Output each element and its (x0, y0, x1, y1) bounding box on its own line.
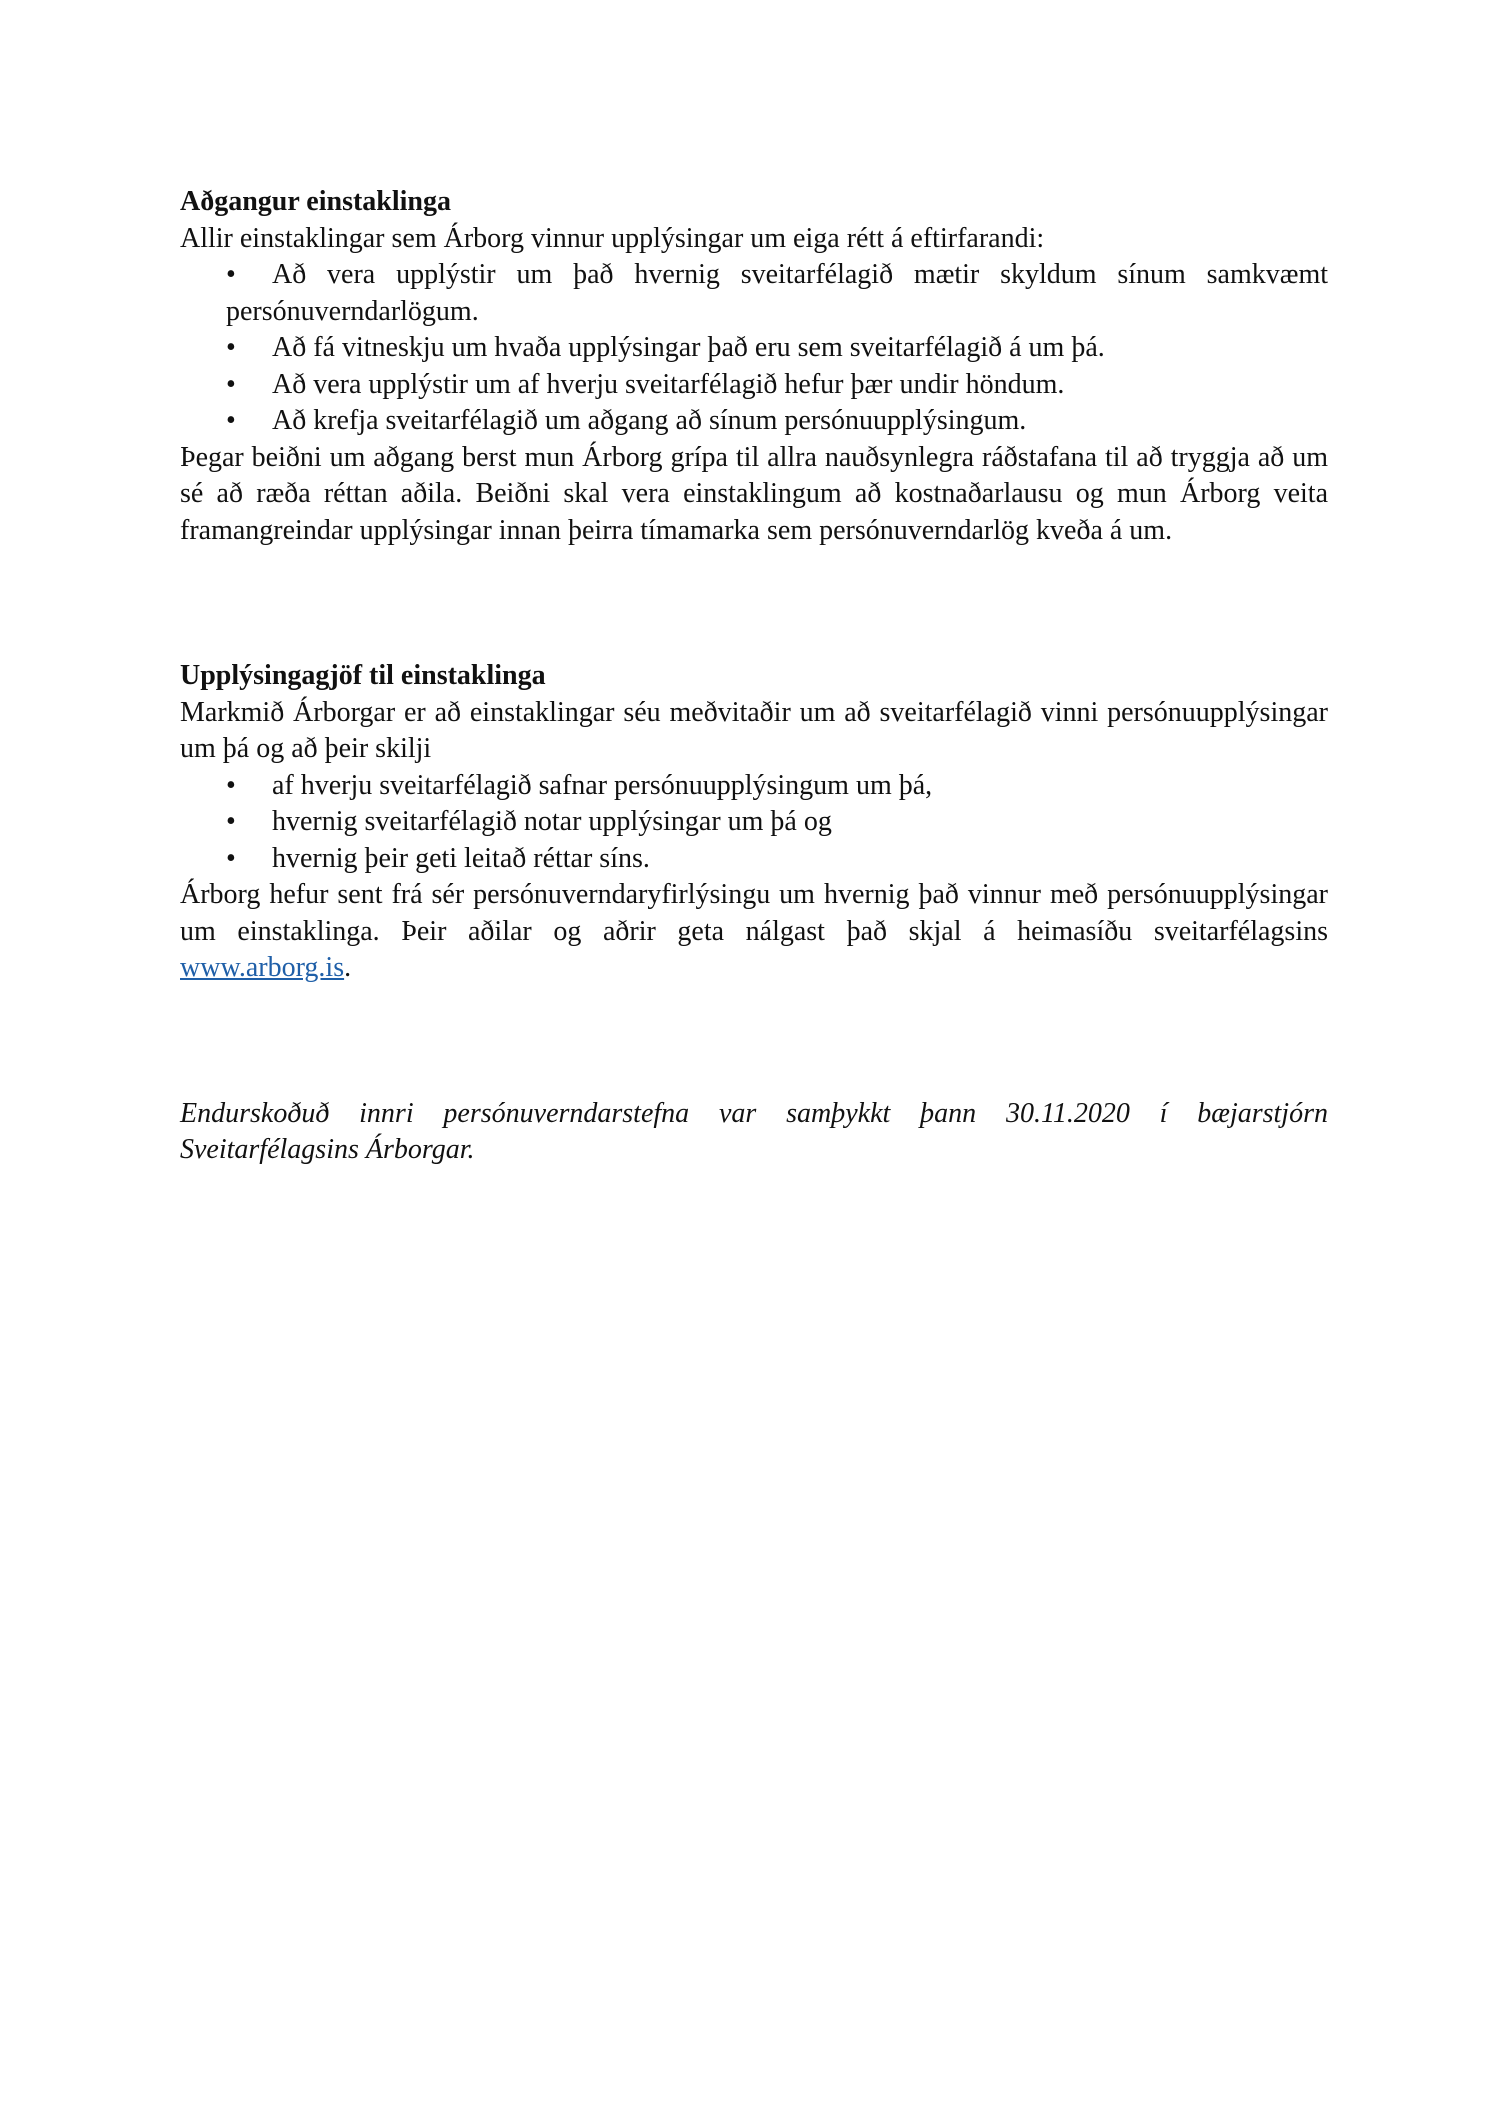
approval-note: Endurskoðuð innri persónuverndarstefna var samþykkt þann 30.11.2020 í bæjarstjórn Sveitarfélagsins Árborgar. (180, 1097, 1328, 1165)
list-item: • af hverju sveitarfélagið safnar persónuupplýsingum um þá, (226, 768, 1328, 805)
section-heading-information: Upplýsingagjöf til einstaklinga (180, 660, 546, 691)
website-link[interactable]: www.arborg.is (180, 952, 345, 983)
bullet-icon: • (226, 368, 236, 400)
section-heading-access: Aðgangur einstaklinga (180, 186, 451, 217)
rights-list (180, 257, 1328, 440)
bullet-icon: • (226, 405, 236, 436)
section-closing-information: Árborg hefur sent frá sér persónuverndaryfirlýsingu um hvernig það vinnur með persónuupplýsingar um einstaklinga. Þeir aðilar og aðrir geta nálgast það skjal á heimasíðu sveitarfélagsins www.arborg.is. (180, 879, 1328, 983)
bullet-icon: • (226, 806, 236, 837)
list-item: • Að krefja sveitarfélagið um aðgang að sínum persónuupplýsingum. (226, 403, 1328, 440)
section-intro-information: Markmið Árborgar er að einstaklingar séu meðvitaðir um að sveitarfélagið vinni persónuupplýsingar um þá og að þeir skilji (180, 696, 1328, 764)
list-item: • Að vera upplýstir um af hverju sveitarfélagið hefur þær undir höndum. (226, 367, 1328, 404)
bullet-icon: • (226, 332, 236, 363)
list-item: • Að fá vitneskju um hvaða upplýsingar það eru sem sveitarfélagið á um þá. (226, 330, 1328, 367)
purpose-list (180, 768, 1328, 878)
section-closing-access: Þegar beiðni um aðgang berst mun Árborg grípa til allra nauðsynlegra ráðstafana til að tryggja að um sé að ræða réttan aðila. Beiðni skal vera einstaklingum að kostnaðarlausu og mun Árborg veita framangreindar upplýsingar innan þeirra tímamarka sem persónuverndarlög kveða á um. (180, 441, 1328, 546)
document-body (180, 184, 1328, 1169)
bullet-icon: • (226, 259, 236, 290)
list-item: • Að vera upplýstir um það hvernig sveitarfélagið mætir skyldum sínum samkvæmt persónuverndarlögum. (226, 259, 1328, 327)
bullet-icon: • (226, 769, 236, 801)
bullet-icon: • (226, 842, 236, 874)
list-item: • hvernig þeir geti leitað réttar síns. (226, 841, 1328, 878)
list-item: • hvernig sveitarfélagið notar upplýsingar um þá og (226, 804, 1328, 841)
section-intro-access: Allir einstaklingar sem Árborg vinnur upplýsingar um eiga rétt á eftirfarandi: (180, 222, 1045, 254)
